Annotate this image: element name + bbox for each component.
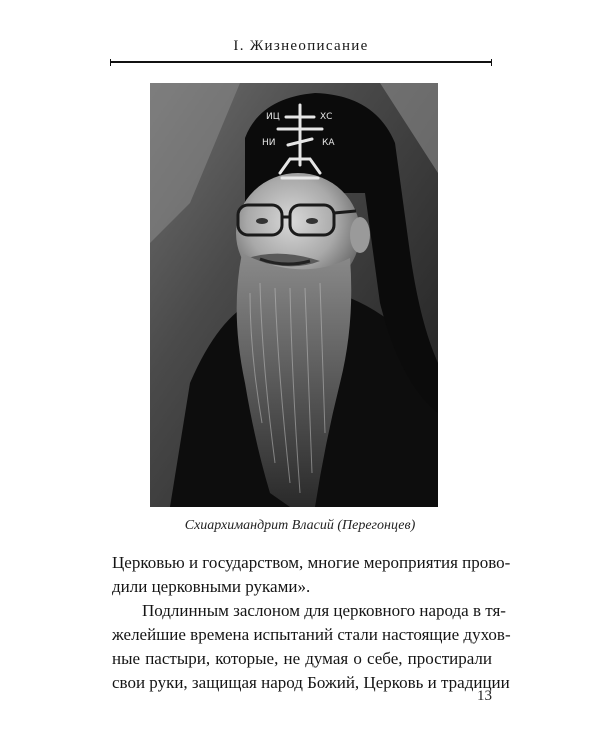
photo-caption: Схиархимандрит Власий (Перегонцев): [184, 518, 416, 533]
running-head: I. Жизнеописание: [233, 38, 369, 54]
page-number: 13: [477, 688, 492, 704]
emblem-lettering: ИЦ: [266, 112, 280, 122]
body-text: [112, 551, 511, 695]
text-line: желейшие времена испытаний стали настоящие духов-: [112, 625, 511, 644]
text-line: Подлинным заслоном для церковного народа в тя-: [142, 601, 506, 620]
emblem-lettering: НИ: [262, 138, 276, 148]
header-rule: [110, 61, 492, 63]
portrait-photo: [150, 83, 438, 507]
text-line: Церковью и государством, многие мероприятия прово-: [112, 553, 511, 572]
text-line: свои руки, защищая народ Божий, Церковь и традиции: [112, 673, 510, 692]
text-line: ные пастыри, которые, не думая о себе, простирали: [112, 649, 492, 668]
text-line: дили церковными руками».: [112, 577, 311, 596]
emblem-lettering: КА: [322, 138, 335, 148]
emblem-lettering: ХС: [320, 112, 333, 122]
